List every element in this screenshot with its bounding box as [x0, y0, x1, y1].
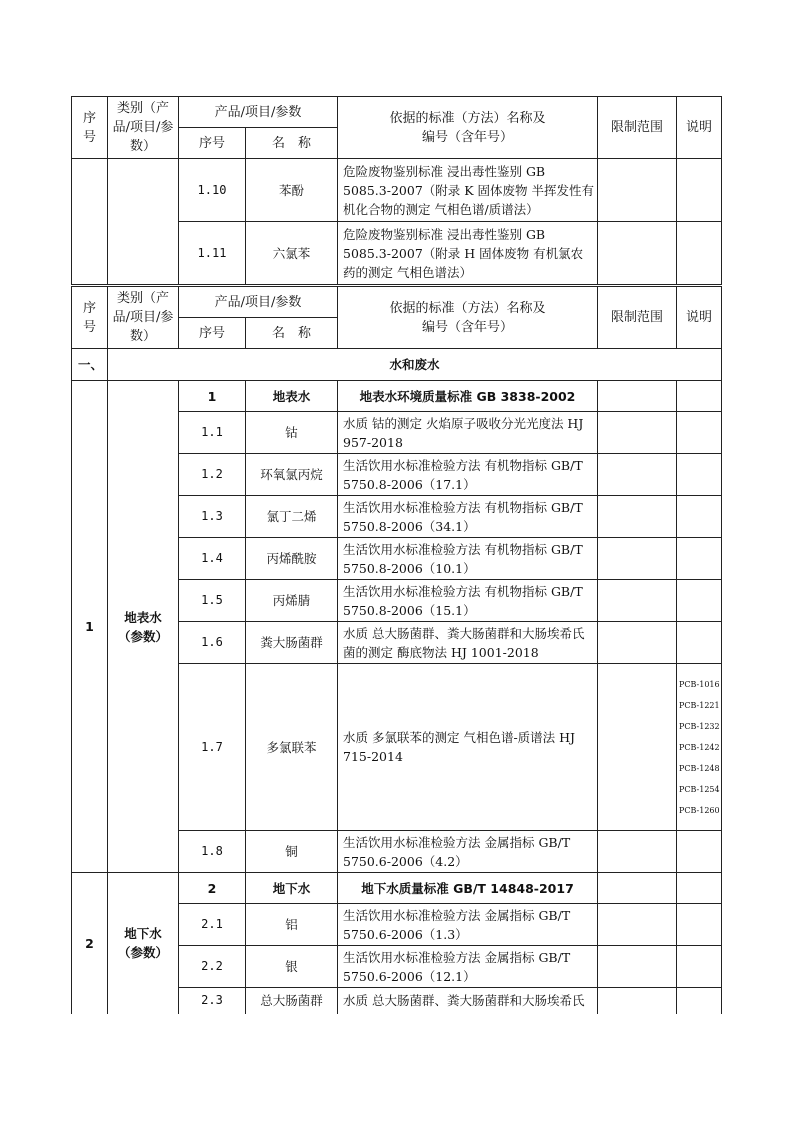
row-seq: 1.11	[179, 222, 246, 285]
header-product-group: 产品/项目/参数	[179, 97, 338, 128]
header-name: 名 称	[246, 318, 338, 349]
header-row	[72, 97, 722, 128]
row-seq: 1.10	[179, 159, 246, 222]
group-head-seq: 1	[179, 381, 246, 412]
row-limit	[598, 159, 677, 222]
group-head-name: 地表水	[246, 381, 338, 412]
header-seq: 序号	[72, 97, 108, 159]
row-limit	[598, 580, 677, 622]
row-standard: 生活饮用水标准检验方法 有机物指标 GB/T 5750.8-2006（15.1）	[338, 580, 598, 622]
row-standard: 危险废物鉴别标准 浸出毒性鉴别 GB 5085.3-2007（附录 H 固体废物 有机氯农药的测定 气相色谱法）	[338, 222, 598, 285]
row-limit	[598, 664, 677, 831]
continuation-table	[71, 96, 722, 285]
section-row	[72, 349, 722, 381]
row-standard: 危险废物鉴别标准 浸出毒性鉴别 GB 5085.3-2007（附录 K 固体废物 半挥发性有机化合物的测定 气相色谱/质谱法）	[338, 159, 598, 222]
group-head-seq: 2	[179, 873, 246, 904]
row-note	[677, 454, 722, 496]
row-standard: 水质 总大肠菌群、粪大肠菌群和大肠埃希氏	[338, 988, 598, 1014]
group-head-row	[72, 873, 722, 904]
group-number: 1	[72, 381, 108, 873]
header-sub-seq: 序号	[179, 128, 246, 159]
row-seq: 1.5	[179, 580, 246, 622]
group-head-standard: 地下水质量标准 GB/T 14848-2017	[338, 873, 598, 904]
row-standard: 生活饮用水标准检验方法 有机物指标 GB/T 5750.8-2006（34.1）	[338, 496, 598, 538]
row-standard: 生活饮用水标准检验方法 金属指标 GB/T 5750.6-2006（1.3）	[338, 904, 598, 946]
table-row	[72, 159, 722, 222]
group-category: 地下水（参数）	[108, 873, 179, 1014]
water-table	[71, 286, 722, 1014]
row-seq: 1.6	[179, 622, 246, 664]
row-note	[677, 381, 722, 412]
row-note	[677, 538, 722, 580]
row-seq: 1.4	[179, 538, 246, 580]
row-standard: 生活饮用水标准检验方法 有机物指标 GB/T 5750.8-2006（10.1）	[338, 538, 598, 580]
row-name: 多氯联苯	[246, 664, 338, 831]
row-note	[677, 496, 722, 538]
row-limit	[598, 538, 677, 580]
empty-cell	[108, 159, 179, 285]
header-standard: 依据的标准（方法）名称及编号（含年号）	[338, 97, 598, 159]
empty-cell	[72, 159, 108, 285]
row-standard: 生活饮用水标准检验方法 金属指标 GB/T 5750.6-2006（4.2）	[338, 831, 598, 873]
row-seq: 1.8	[179, 831, 246, 873]
row-note	[677, 873, 722, 904]
row-limit	[598, 496, 677, 538]
row-name: 环氧氯丙烷	[246, 454, 338, 496]
row-name: 丙烯腈	[246, 580, 338, 622]
row-seq: 2.1	[179, 904, 246, 946]
section-number: 一、	[72, 349, 108, 381]
row-name: 六氯苯	[246, 222, 338, 285]
row-note	[677, 988, 722, 1014]
row-note	[677, 622, 722, 664]
row-seq: 2.3	[179, 988, 246, 1014]
row-note	[677, 946, 722, 988]
row-name: 粪大肠菌群	[246, 622, 338, 664]
row-seq: 1.2	[179, 454, 246, 496]
header-limit: 限制范围	[598, 287, 677, 349]
header-name: 名 称	[246, 128, 338, 159]
header-standard: 依据的标准（方法）名称及编号（含年号）	[338, 287, 598, 349]
group-number: 2	[72, 873, 108, 1014]
group-head-standard: 地表水环境质量标准 GB 3838-2002	[338, 381, 598, 412]
row-limit	[598, 622, 677, 664]
row-name: 铝	[246, 904, 338, 946]
header-sub-seq: 序号	[179, 318, 246, 349]
row-name: 氯丁二烯	[246, 496, 338, 538]
row-seq: 1.7	[179, 664, 246, 831]
row-name: 总大肠菌群	[246, 988, 338, 1014]
row-limit	[598, 454, 677, 496]
header-row	[72, 287, 722, 318]
row-note	[677, 580, 722, 622]
group-head-name: 地下水	[246, 873, 338, 904]
group-category: 地表水（参数）	[108, 381, 179, 873]
row-name: 钴	[246, 412, 338, 454]
row-limit	[598, 412, 677, 454]
header-category: 类别（产品/项目/参数）	[108, 97, 179, 159]
row-limit	[598, 831, 677, 873]
row-note	[677, 159, 722, 222]
header-seq: 序号	[72, 287, 108, 349]
header-product-group: 产品/项目/参数	[179, 287, 338, 318]
header-category: 类别（产品/项目/参数）	[108, 287, 179, 349]
row-name: 丙烯酰胺	[246, 538, 338, 580]
row-standard: 水质 总大肠菌群、粪大肠菌群和大肠埃希氏菌的测定 酶底物法 HJ 1001-2018	[338, 622, 598, 664]
section-title: 水和废水	[108, 349, 722, 381]
header-limit: 限制范围	[598, 97, 677, 159]
row-limit	[598, 988, 677, 1014]
row-seq: 1.3	[179, 496, 246, 538]
row-seq: 1.1	[179, 412, 246, 454]
row-standard: 水质 钴的测定 火焰原子吸收分光光度法 HJ 957-2018	[338, 412, 598, 454]
row-limit	[598, 904, 677, 946]
row-note: PCB-1016PCB-1221PCB-1232PCB-1242PCB-1248PCB-1254PCB-1260	[677, 664, 722, 831]
row-limit	[598, 381, 677, 412]
row-note	[677, 904, 722, 946]
row-standard: 生活饮用水标准检验方法 金属指标 GB/T 5750.6-2006（12.1）	[338, 946, 598, 988]
row-standard: 生活饮用水标准检验方法 有机物指标 GB/T 5750.8-2006（17.1）	[338, 454, 598, 496]
row-note	[677, 831, 722, 873]
row-limit	[598, 222, 677, 285]
header-note: 说明	[677, 287, 722, 349]
row-standard: 水质 多氯联苯的测定 气相色谱-质谱法 HJ 715-2014	[338, 664, 598, 831]
group-head-row	[72, 381, 722, 412]
row-name: 铜	[246, 831, 338, 873]
row-note	[677, 412, 722, 454]
header-note: 说明	[677, 97, 722, 159]
row-limit	[598, 946, 677, 988]
row-name: 银	[246, 946, 338, 988]
row-limit	[598, 873, 677, 904]
row-seq: 2.2	[179, 946, 246, 988]
row-note	[677, 222, 722, 285]
row-name: 苯酚	[246, 159, 338, 222]
